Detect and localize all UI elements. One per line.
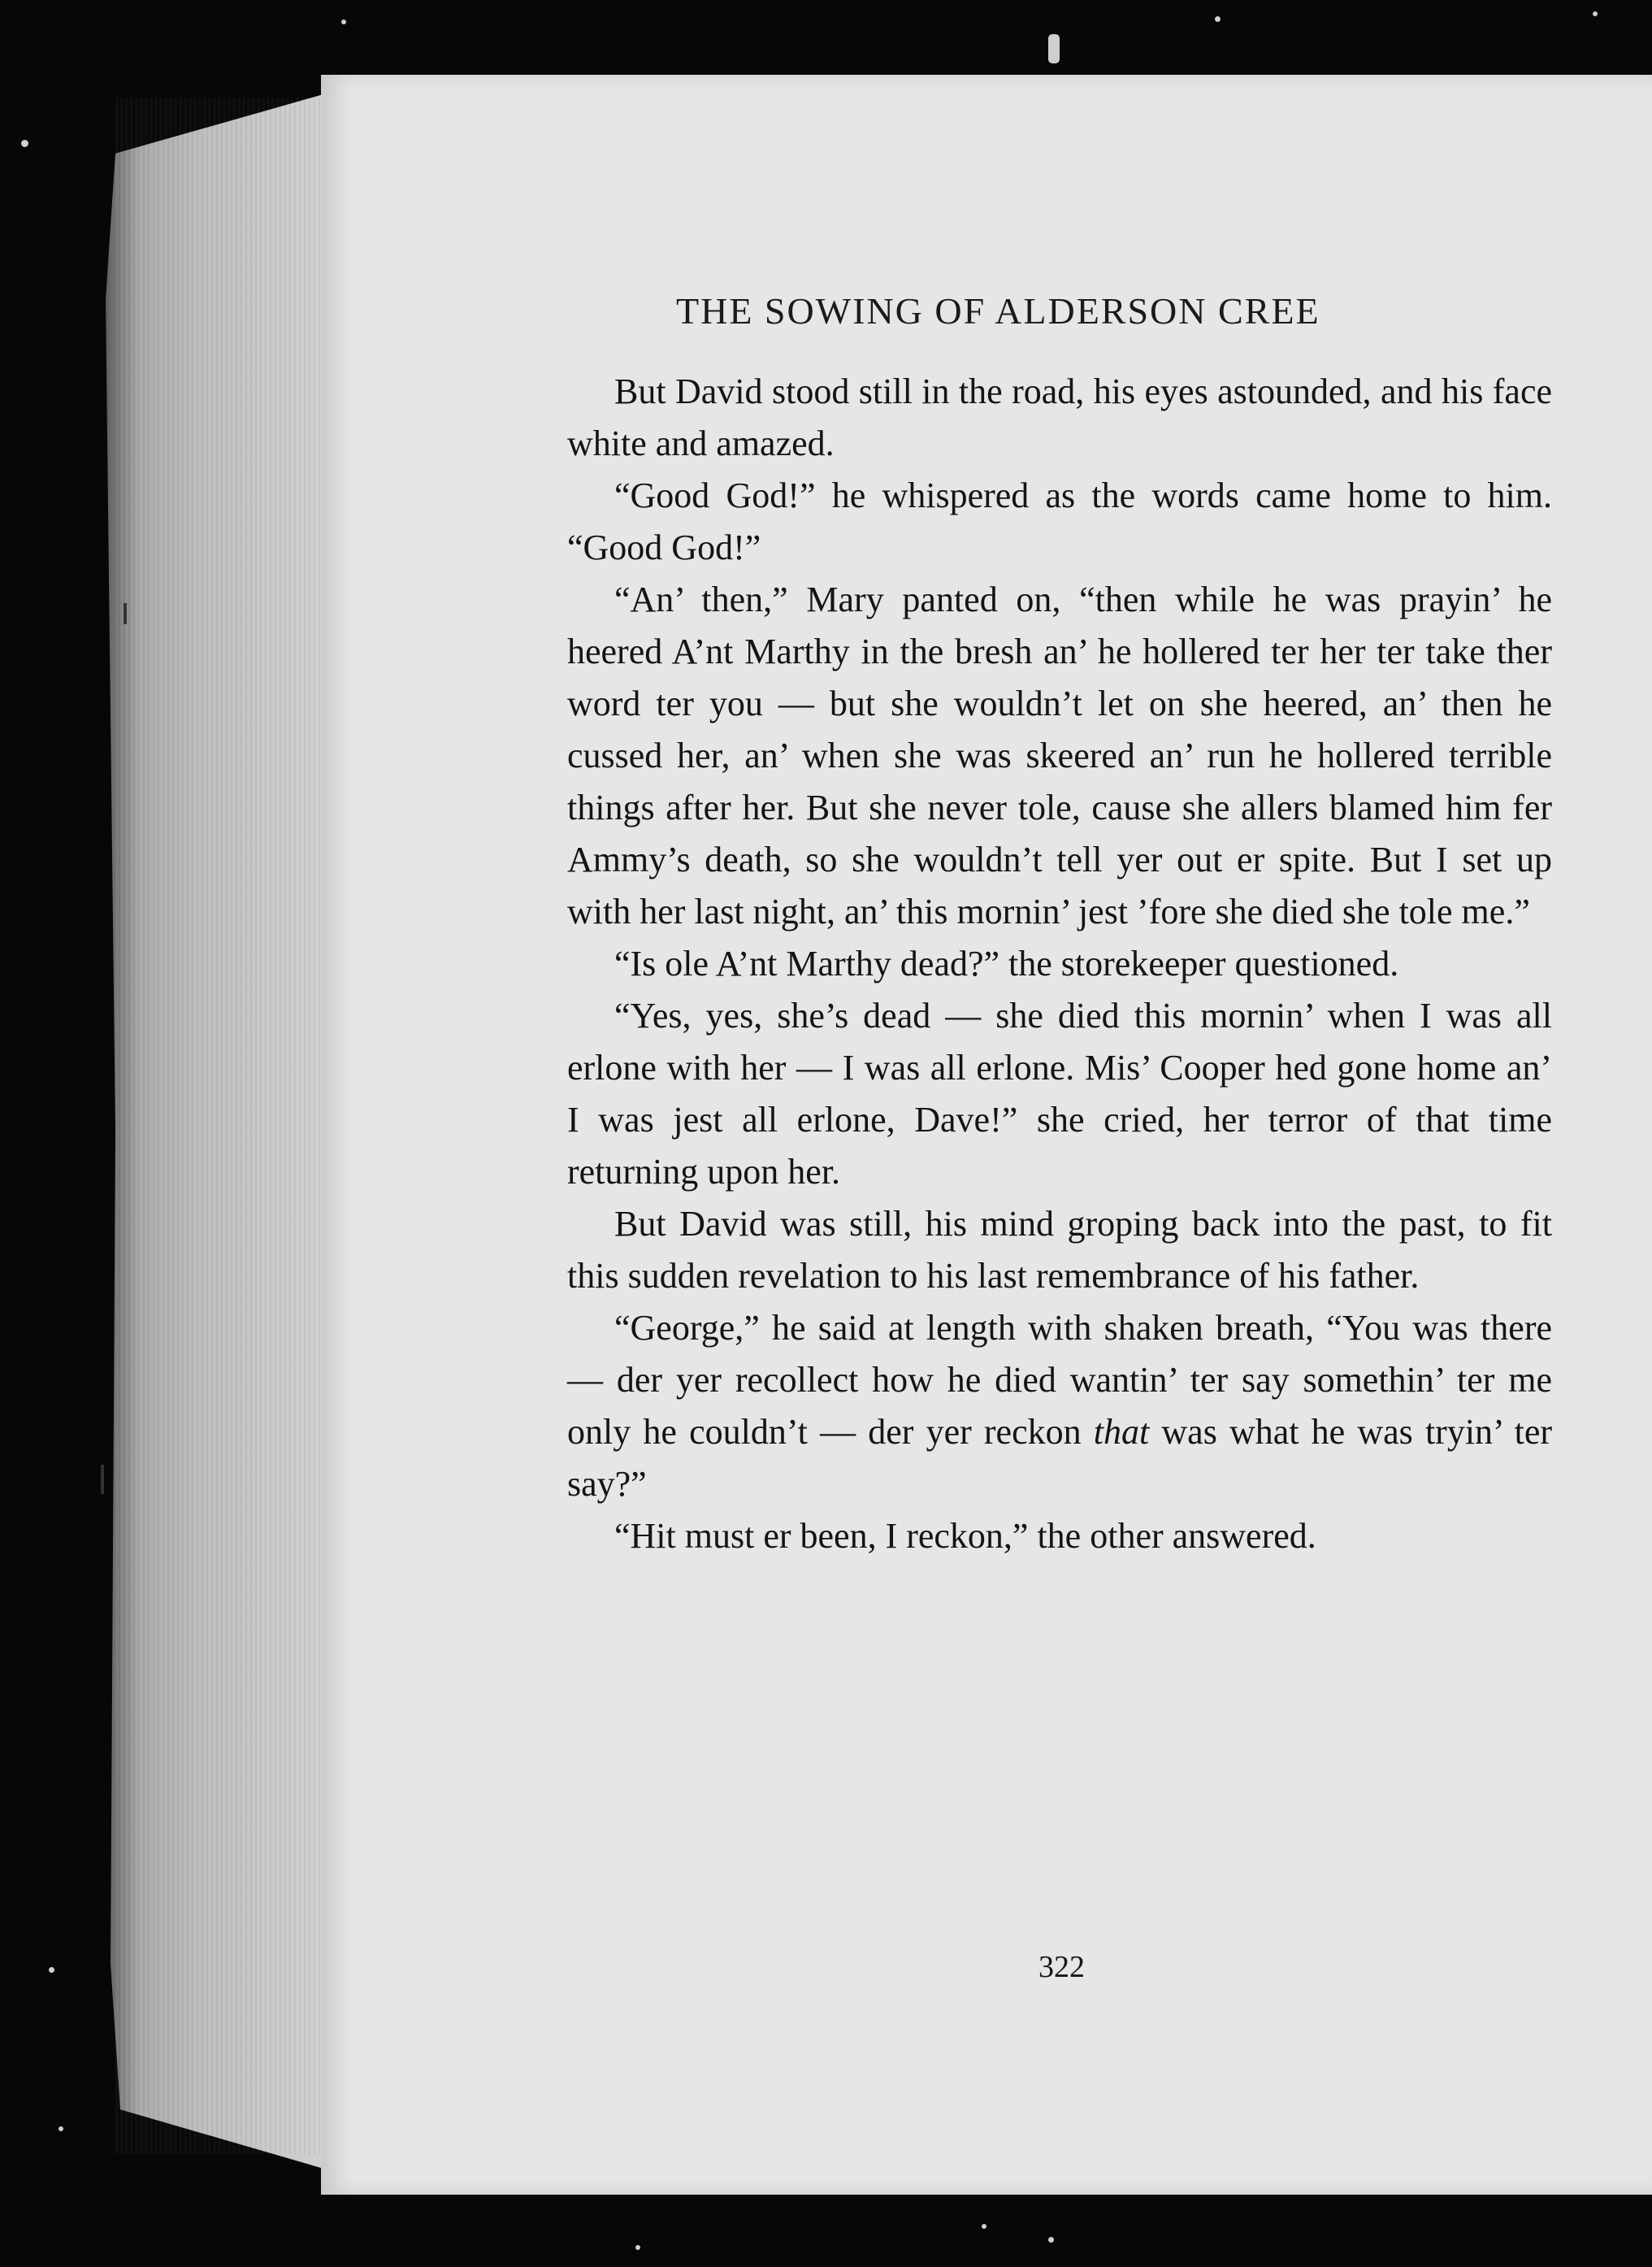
page-edge-texture	[114, 98, 333, 2154]
running-head: THE SOWING OF ALDERSON CREE	[676, 290, 1320, 332]
body-text	[567, 366, 1552, 1562]
paragraph	[567, 1302, 1552, 1510]
binding-mark	[101, 1465, 104, 1494]
paragraph	[567, 366, 1552, 470]
paragraph	[567, 1198, 1552, 1302]
dust-speck	[21, 140, 28, 147]
emphasis-text: that	[1093, 1412, 1150, 1452]
paragraph	[567, 938, 1552, 990]
paragraph	[567, 1510, 1552, 1562]
paragraph-text: “George,” he said at length with shaken breath, “You was there — der yer recollect how he died wantin’ ter say somethin’ ter me only he couldn’t — der yer reckon	[567, 1308, 1552, 1452]
paragraph	[567, 470, 1552, 574]
paragraph-text: “An’ then,” Mary panted on, “then while he was prayin’ he heered A’nt Marthy in the bresh an’ he hollered ter her ter take ther word ter you — but she wouldn’t let on she heered, an’ then he cussed her, an’ when she was skeered an’ run he hollered terrible things after her. But she never tole, cause she allers blamed him fer Ammy’s death, so she wouldn’t tell yer out er spite. But I set up with her last night, an’ this mornin’ jest ’fore she died she tole me.”	[567, 580, 1552, 932]
dust-speck	[982, 2224, 986, 2229]
dust-speck	[1048, 2237, 1054, 2243]
paragraph	[567, 574, 1552, 938]
paragraph-text-continued: was what he was tryin’ ter say?”	[567, 1412, 1552, 1504]
page-number: 322	[1038, 1950, 1085, 1984]
binding-mark	[124, 603, 127, 624]
dust-speck	[49, 1967, 54, 1973]
dust-speck	[635, 2245, 640, 2250]
paragraph-text: “Is ole A’nt Marthy dead?” the storekeeper questioned.	[614, 944, 1399, 984]
paragraph-text: “Good God!” he whispered as the words came home to him. “Good God!”	[567, 476, 1552, 567]
dust-speck	[59, 2126, 63, 2131]
dust-speck	[1593, 11, 1598, 16]
dust-speck	[341, 20, 346, 24]
paragraph-text: But David was still, his mind groping back into the past, to fit this sudden revelation to his last remembrance of his father.	[567, 1204, 1552, 1296]
paragraph-text: “Yes, yes, she’s dead — she died this mornin’ when I was all erlone with her — I was all erlone. Mis’ Cooper hed gone home an’ I was jest all erlone, Dave!” she cried, her terror of that time returning upon her.	[567, 996, 1552, 1192]
binding-smudge	[1048, 34, 1060, 63]
dust-speck	[1215, 16, 1221, 22]
paragraph	[567, 990, 1552, 1198]
paragraph-text: But David stood still in the road, his eyes astounded, and his face white and amazed.	[567, 371, 1552, 463]
paragraph-text: “Hit must er been, I reckon,” the other answered.	[614, 1516, 1316, 1556]
